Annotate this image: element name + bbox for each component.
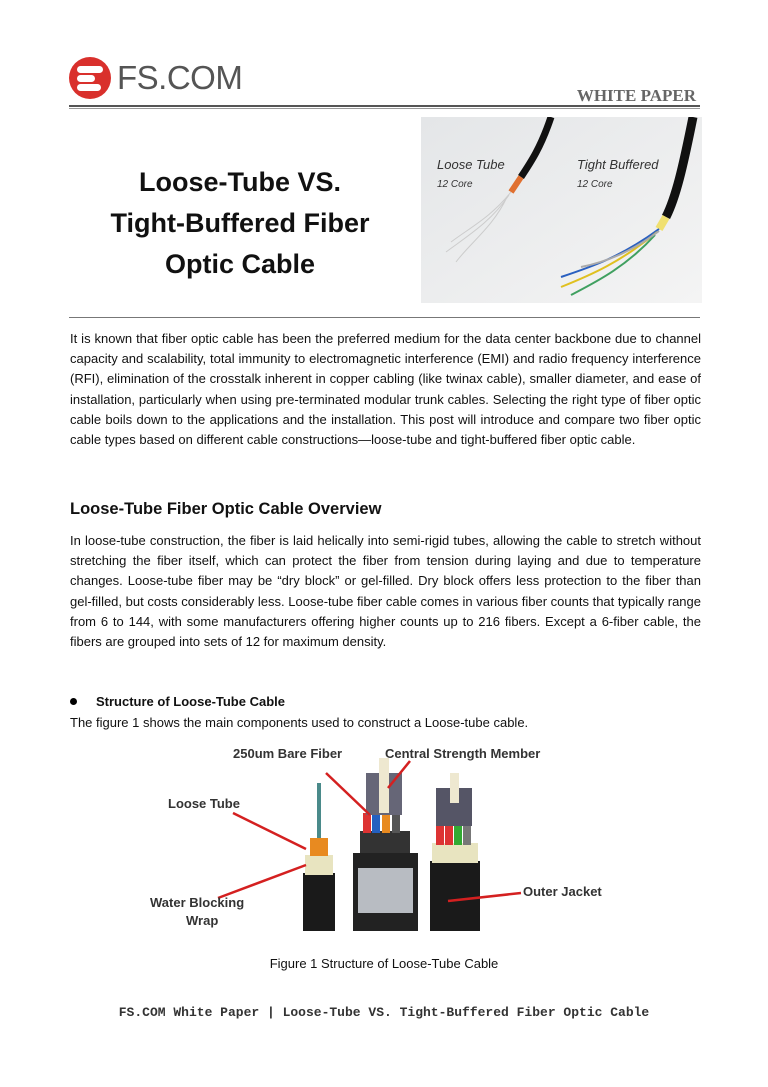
figure-1-image: [148, 743, 618, 933]
figure-label: Loose Tube: [168, 796, 240, 811]
fs-logo-icon: [69, 57, 111, 99]
section-heading: Loose-Tube Fiber Optic Cable Overview: [70, 500, 382, 518]
cover-label: Tight Buffered: [577, 157, 659, 172]
figure-caption: Figure 1 Structure of Loose-Tube Cable: [269, 956, 499, 971]
figure-label: Water Blocking: [150, 895, 245, 910]
page-footer: FS.COM White Paper | Loose-Tube VS. Tight-Buffered Fiber Optic Cable: [118, 1005, 650, 1020]
figure-intro: The figure 1 shows the main components used to construct a Loose-tube cable.: [70, 715, 529, 730]
figure-label: Central Strength Member: [385, 746, 541, 761]
intro-paragraph: It is known that fiber optic cable has been the preferred medium for the data center backbone due to channel capacity and scalability, total immunity to electromagnetic interference (EMI) and radio frequency interference (RFI), elimination of the crosstalk inherent in copper cabling (like twinax cable), smaller diameter, and ease of installation, particularly when using pre-terminated modular trunk cables. Selecting the right type of fiber optic cable boils down to the applications and the installation. This post will introduce and compare two fiber optic cable types based on different cable constructions—loose-tube and tight-buffered fiber optic cable.: [70, 331, 701, 448]
document-title: [70, 162, 410, 285]
white-paper-label: WHITE PAPER: [576, 86, 696, 105]
logo-text: FS.COM: [117, 59, 243, 96]
figure-label: Wrap: [186, 913, 219, 928]
divider: [69, 317, 700, 318]
cover-label: 12 Core: [577, 179, 613, 190]
figure-label: 250um Bare Fiber: [233, 746, 343, 761]
cover-label: 12 Core: [437, 179, 473, 190]
title-line: Loose-Tube VS.: [138, 167, 341, 197]
cable-small: [303, 783, 335, 931]
cover-label: Loose Tube: [437, 157, 505, 172]
title-line: Tight-Buffered Fiber: [110, 208, 370, 238]
bullet-icon: [70, 698, 77, 705]
title-line: Optic Cable: [164, 249, 316, 279]
bullet-text: Structure of Loose-Tube Cable: [96, 694, 285, 709]
fs-logo: [69, 57, 242, 99]
bullet-item: [70, 694, 285, 709]
cable-standard: [430, 773, 480, 931]
cable-armored: [353, 758, 418, 931]
section-paragraph: In loose-tube construction, the fiber is laid helically into semi-rigid tubes, allowing the cable to stretch without stretching the fiber itself, which can protect the fiber from tension during laying and due to temperature changes. Loose-tube fiber may be “dry block” or gel-filled. Dry block offers less protection to the fiber than gel-filled, but costs considerably less. Loose-tube fiber cable comes in various fiber counts that typically range from 6 to 144, with some manufacturers offering higher counts up to 216 fibers. Except a 6-fiber cable, the fibers are grouped into sets of 12 for maximum density.: [70, 533, 701, 650]
figure-label: Outer Jacket: [523, 884, 602, 899]
cover-image: [421, 117, 702, 303]
header-rule: [69, 105, 700, 109]
